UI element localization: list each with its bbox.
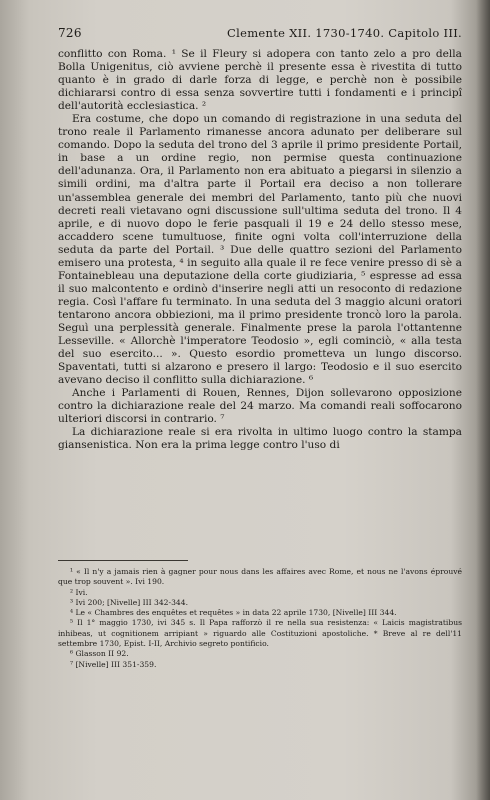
footnote-4: ⁴ Le « Chambres des enquêtes et requêtes » in data 22 aprile 1730, [Nivelle] III 344.	[70, 608, 397, 618]
footnote-6: ⁶ Glasson II 92.	[70, 649, 129, 659]
paragraph-provincial-parlements: Anche i Parlamenti di Rouen, Rennes, Dijon sollevarono opposizione contro la dichiarazione reale del 24 marzo. Ma comandi reali soffocarono ulteriori discorsi in contrario. ⁷	[58, 387, 462, 426]
paragraph-parlement-session: Era costume, che dopo un comando di registrazione in una seduta del trono reale il Parlamento rimanesse ancora adunato per deliberare sul comando. Dopo la seduta del trono del 3 aprile il primo presidente Portail, in base a un ordine regio, non permise questa continuazione dell'adunanza. Ora, il Parlamento non era abituato a piegarsi in silenzio a simili ordini, ma d'altra parte il Portail era deciso a non tollerare un'assemblea generale dei membri del Parlamento, tanto più che nuovi decreti reali vietavano ogni discussione sull'ultima seduta del trono. Il 4 aprile, e di nuovo dopo le ferie pasquali il 19 e 24 dello stesso mese, accaddero scene tumultuose, finite ogni volta coll'interruzione della seduta da parte del Portail. ³ Due delle quattro sezioni del Parlamento emisero una protesta, ⁴ in seguito alla quale il re fece venire presso di sè a Fontainebleau una deputazione della corte giudiziaria, ⁵ espresse ad essa il suo malcontento e ordinò d'inserire negli atti un resoconto di redazione regia. Così l'affare fu terminato. In una seduta del 3 maggio alcuni oratori tentarono ancora obbiezioni, ma il primo presidente troncò loro la parola. Seguì una perplessità generale. Finalmente prese la parola l'ottantenne Lesseville. « Allorchè l'imperatore Teodosio », egli cominciò, « alla testa del suo esercito... ». Questo esordio prometteva un lungo discorso. Spaventati, tutti si alzarono e presero il largo: Teodosio e il suo esercito avevano deciso il conflitto sulla dichiarazione. ⁶	[58, 113, 462, 387]
footnote-divider	[58, 560, 188, 561]
running-title: Clemente XII. 1730-1740. Capitolo III.	[227, 26, 462, 40]
main-text	[58, 48, 462, 452]
page-edge-shadow	[476, 0, 490, 800]
footnotes	[58, 560, 462, 670]
footnote-3: ³ Ivi 200; [Nivelle] III 342-344.	[70, 597, 188, 607]
paragraph-continuation: conflitto con Roma. ¹ Se il Fleury si adopera con tanto zelo a pro della Bolla Unigenitus, ciò avviene perchè il presente essa è rivestita di tutto quanto è in grado di darle forza di legge, e perchè non è possibile dichiararsi contro di essa senza sovvertire tutti i fondamenti e i principî dell'autorità ecclesiastica. ²	[58, 48, 462, 113]
book-page	[58, 26, 462, 786]
footnote-7: ⁷ [Nivelle] III 351-359.	[70, 659, 157, 669]
footnote-1: ¹ « Il n'y a jamais rien à gagner pour nous dans les affaires avec Rome, et nous ne l'avons éprouvé que trop souvent ». Ivi 190.	[58, 567, 462, 587]
paragraph-jansenist-press: La dichiarazione reale si era rivolta in ultimo luogo contro la stampa giansenistica. Non era la prima legge contro l'uso di	[58, 426, 462, 452]
running-header	[58, 26, 462, 40]
footnote-5: ⁵ Il 1° maggio 1730, ivi 345 s. Il Papa rafforzò il re nella sua resistenza: « Laicis magistratibus inhibeas, ut cognitionem arripiant » riguardo alle Costituzioni apostoliche. * Breve al re dell'11 settembre 1730, Epist. I-II, Archivio segreto pontificio.	[58, 618, 462, 649]
page-number: 726	[58, 26, 82, 40]
footnote-2: ² Ivi.	[70, 587, 88, 597]
